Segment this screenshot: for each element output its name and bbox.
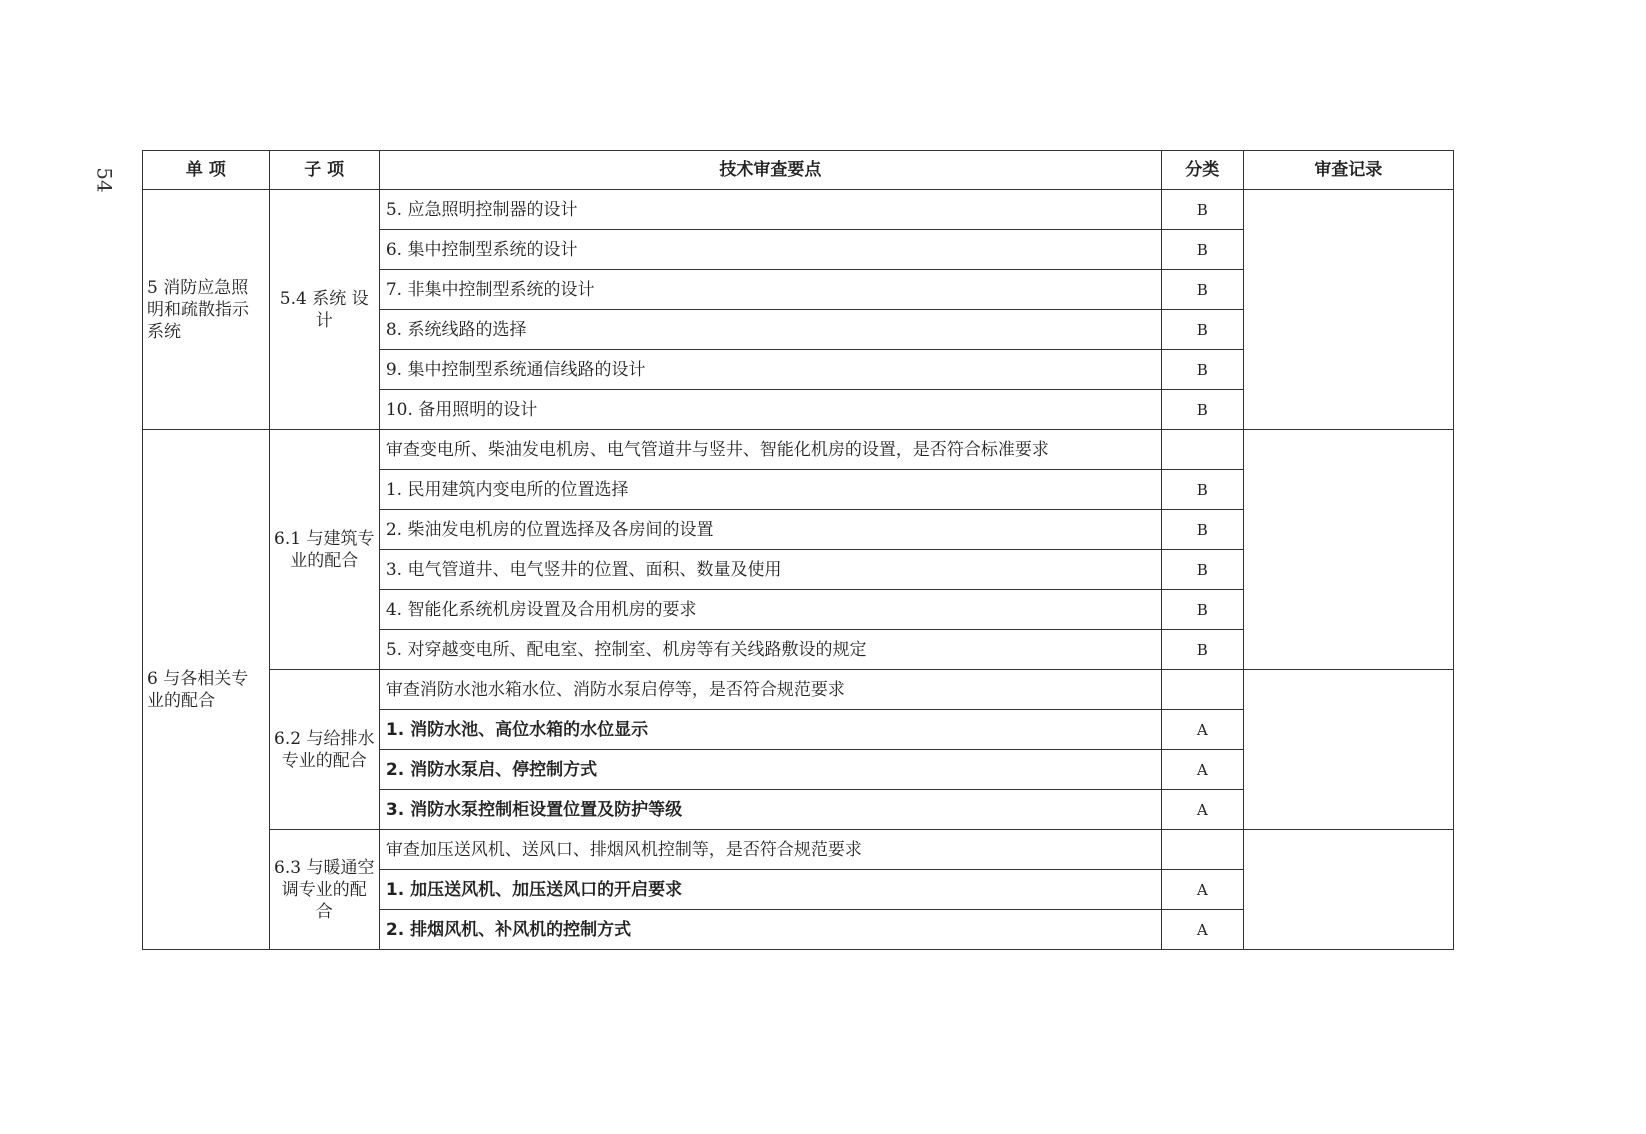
category-cell: B [1161, 630, 1243, 670]
subitem-cell: 6.2 与给排水专业的配合 [269, 670, 379, 830]
header-review-points: 技术审查要点 [379, 151, 1161, 190]
header-category: 分类 [1161, 151, 1243, 190]
item-cell: 5 消防应急照明和疏散指示系统 [143, 190, 270, 430]
table-row [143, 670, 1454, 710]
subitem-cell: 5.4 系统 设计 [269, 190, 379, 430]
review-record-cell[interactable] [1243, 670, 1453, 830]
header-record: 审查记录 [1243, 151, 1453, 190]
review-record-cell[interactable] [1243, 830, 1453, 950]
category-cell: A [1161, 790, 1243, 830]
category-cell: B [1161, 190, 1243, 230]
review-point-cell: 3. 消防水泵控制柜设置位置及防护等级 [379, 790, 1161, 830]
review-point-cell: 4. 智能化系统机房设置及合用机房的要求 [379, 590, 1161, 630]
review-point-cell: 审查消防水池水箱水位、消防水泵启停等，是否符合规范要求 [379, 670, 1161, 710]
category-cell: B [1161, 470, 1243, 510]
review-point-cell: 5. 对穿越变电所、配电室、控制室、机房等有关线路敷设的规定 [379, 630, 1161, 670]
category-cell: B [1161, 230, 1243, 270]
review-point-cell: 审查加压送风机、送风口、排烟风机控制等，是否符合规范要求 [379, 830, 1161, 870]
category-cell: B [1161, 270, 1243, 310]
page-number: 54 [92, 167, 117, 193]
table-row [143, 190, 1454, 230]
category-cell [1161, 670, 1243, 710]
header-row [143, 151, 1454, 190]
category-cell: B [1161, 390, 1243, 430]
table-row [143, 430, 1454, 470]
header-item: 单 项 [143, 151, 270, 190]
review-point-cell: 2. 柴油发电机房的位置选择及各房间的设置 [379, 510, 1161, 550]
review-point-cell: 1. 加压送风机、加压送风口的开启要求 [379, 870, 1161, 910]
category-cell: B [1161, 510, 1243, 550]
category-cell [1161, 830, 1243, 870]
review-point-cell: 5. 应急照明控制器的设计 [379, 190, 1161, 230]
category-cell: B [1161, 550, 1243, 590]
review-point-cell: 9. 集中控制型系统通信线路的设计 [379, 350, 1161, 390]
review-table [142, 150, 1454, 950]
review-point-cell: 3. 电气管道井、电气竖井的位置、面积、数量及使用 [379, 550, 1161, 590]
review-point-cell: 2. 消防水泵启、停控制方式 [379, 750, 1161, 790]
subitem-cell: 6.3 与暖通空调专业的配合 [269, 830, 379, 950]
review-point-cell: 1. 消防水池、高位水箱的水位显示 [379, 710, 1161, 750]
review-point-cell: 10. 备用照明的设计 [379, 390, 1161, 430]
header-subitem: 子 项 [269, 151, 379, 190]
table-row [143, 830, 1454, 870]
review-record-cell[interactable] [1243, 430, 1453, 670]
category-cell: A [1161, 870, 1243, 910]
category-cell [1161, 430, 1243, 470]
review-point-cell: 8. 系统线路的选择 [379, 310, 1161, 350]
review-point-cell: 7. 非集中控制型系统的设计 [379, 270, 1161, 310]
review-record-cell[interactable] [1243, 190, 1453, 430]
category-cell: A [1161, 910, 1243, 950]
category-cell: B [1161, 310, 1243, 350]
category-cell: B [1161, 590, 1243, 630]
category-cell: B [1161, 350, 1243, 390]
category-cell: A [1161, 750, 1243, 790]
category-cell: A [1161, 710, 1243, 750]
review-point-cell: 6. 集中控制型系统的设计 [379, 230, 1161, 270]
subitem-cell: 6.1 与建筑专业的配合 [269, 430, 379, 670]
review-point-cell: 2. 排烟风机、补风机的控制方式 [379, 910, 1161, 950]
item-cell: 6 与各相关专业的配合 [143, 430, 270, 950]
review-point-cell: 1. 民用建筑内变电所的位置选择 [379, 470, 1161, 510]
table-body [143, 190, 1454, 950]
review-point-cell: 审查变电所、柴油发电机房、电气管道井与竖井、智能化机房的设置，是否符合标准要求 [379, 430, 1161, 470]
